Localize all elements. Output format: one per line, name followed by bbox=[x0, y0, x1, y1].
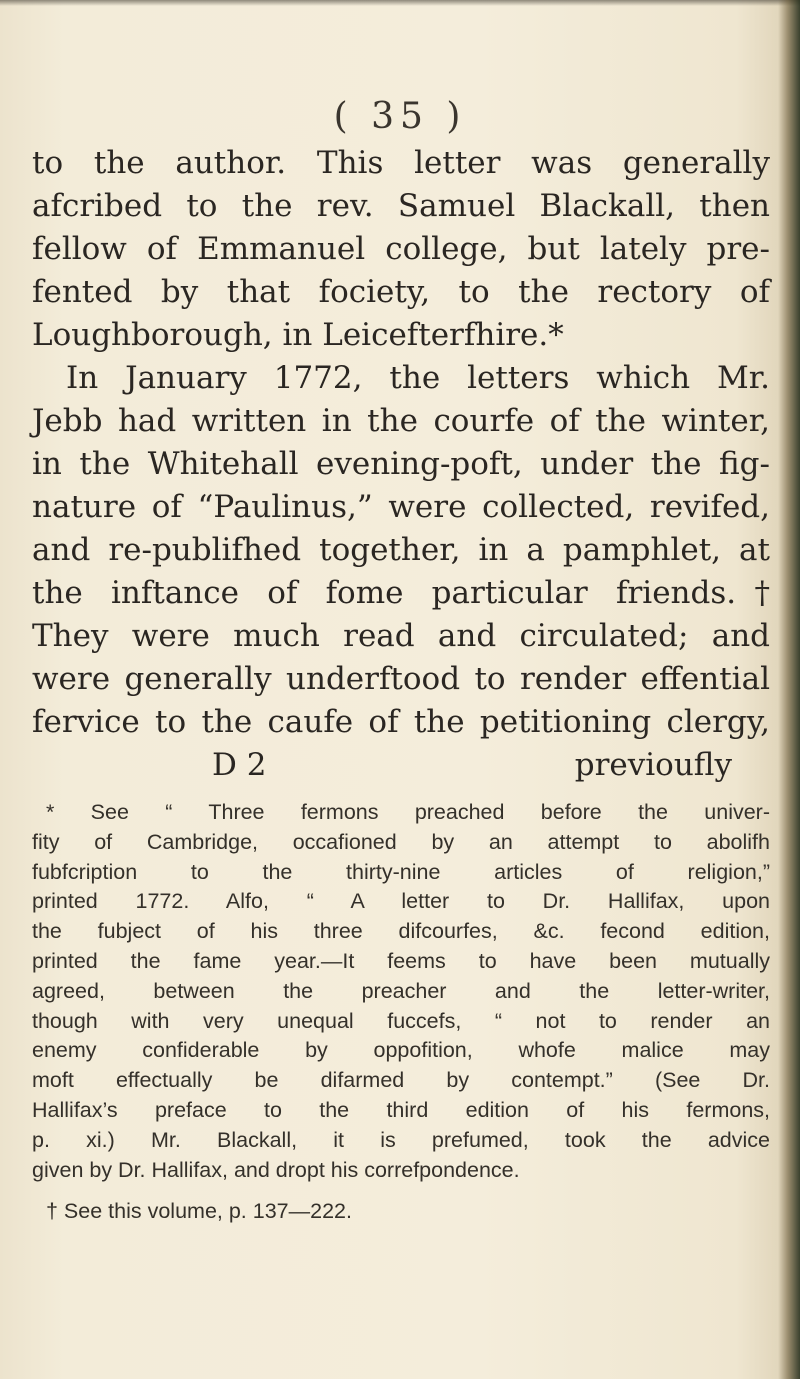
page-top-shadow bbox=[0, 0, 800, 6]
footnote-line: printed 1772. Alfo, “ A letter to Dr. Hallifax, upon bbox=[32, 889, 770, 914]
text-line: fented by that fociety, to the rectory of bbox=[32, 274, 770, 310]
text-line: fellow of Emmanuel college, but lately pre- bbox=[32, 231, 770, 267]
footnote-line: Hallifax’s preface to the third edition of his fermons, bbox=[32, 1097, 770, 1122]
text-line: nature of “Paulinus,” were collected, revifed, bbox=[32, 489, 770, 525]
text-line: were generally underftood to render effential bbox=[32, 661, 770, 697]
footnote-line: * See “ Three fermons preached before the univer- bbox=[46, 800, 770, 824]
text-line: They were much read and circulated; and bbox=[32, 618, 770, 654]
text-line: and re-publifhed together, in a pamphlet, at bbox=[32, 532, 770, 568]
footnotes bbox=[32, 798, 770, 1227]
binding-edge-shadow bbox=[778, 0, 800, 1379]
footnote-line: though with very unequal fuccefs, “ not to render an bbox=[32, 1008, 770, 1033]
footnote-line: fubfcription to the thirty-nine articles of religion,” bbox=[32, 859, 770, 884]
text-line: In January 1772, the letters which Mr. bbox=[66, 360, 770, 396]
text-line: to the author. This letter was generally bbox=[32, 145, 770, 181]
text-line: Loughborough, in Leicefterfhire.* bbox=[32, 317, 564, 353]
text-line: afcribed to the rev. Samuel Blackall, then bbox=[32, 188, 770, 224]
footnote-line: p. xi.) Mr. Blackall, it is prefumed, took the advice bbox=[32, 1127, 770, 1152]
footnote-line: enemy confiderable by oppofition, whofe malice may bbox=[32, 1038, 770, 1063]
signature-catchword-line bbox=[32, 744, 770, 787]
signature-mark: D 2 bbox=[212, 747, 267, 783]
footnote-line: the fubject of his three difcourfes, &c. fecond edition, bbox=[32, 919, 770, 944]
text-line: fervice to the caufe of the petitioning clergy, bbox=[32, 704, 770, 740]
footnote-line: moft effectually be difarmed by contempt.” (See Dr. bbox=[32, 1068, 770, 1093]
footnote-line: fity of Cambridge, occafioned by an attempt to abolifh bbox=[32, 829, 770, 854]
footnote-line: given by Dr. Hallifax, and dropt his correfpondence. bbox=[32, 1157, 520, 1182]
text-line: Jebb had written in the courfe of the winter, bbox=[32, 403, 770, 439]
catchword: previoufly bbox=[574, 747, 732, 783]
footnote-line: agreed, between the preacher and the letter-writer, bbox=[32, 978, 770, 1003]
footnote-line: printed the fame year.—It feems to have been mutually bbox=[32, 948, 770, 973]
text-line: in the Whitehall evening-poft, under the fig- bbox=[32, 446, 770, 482]
page-number: ( 35 ) bbox=[333, 96, 467, 137]
main-text bbox=[32, 142, 770, 787]
footnote-dagger: † See this volume, p. 137—222. bbox=[46, 1199, 352, 1224]
text-line: the inftance of fome particular friends.† bbox=[32, 575, 770, 611]
